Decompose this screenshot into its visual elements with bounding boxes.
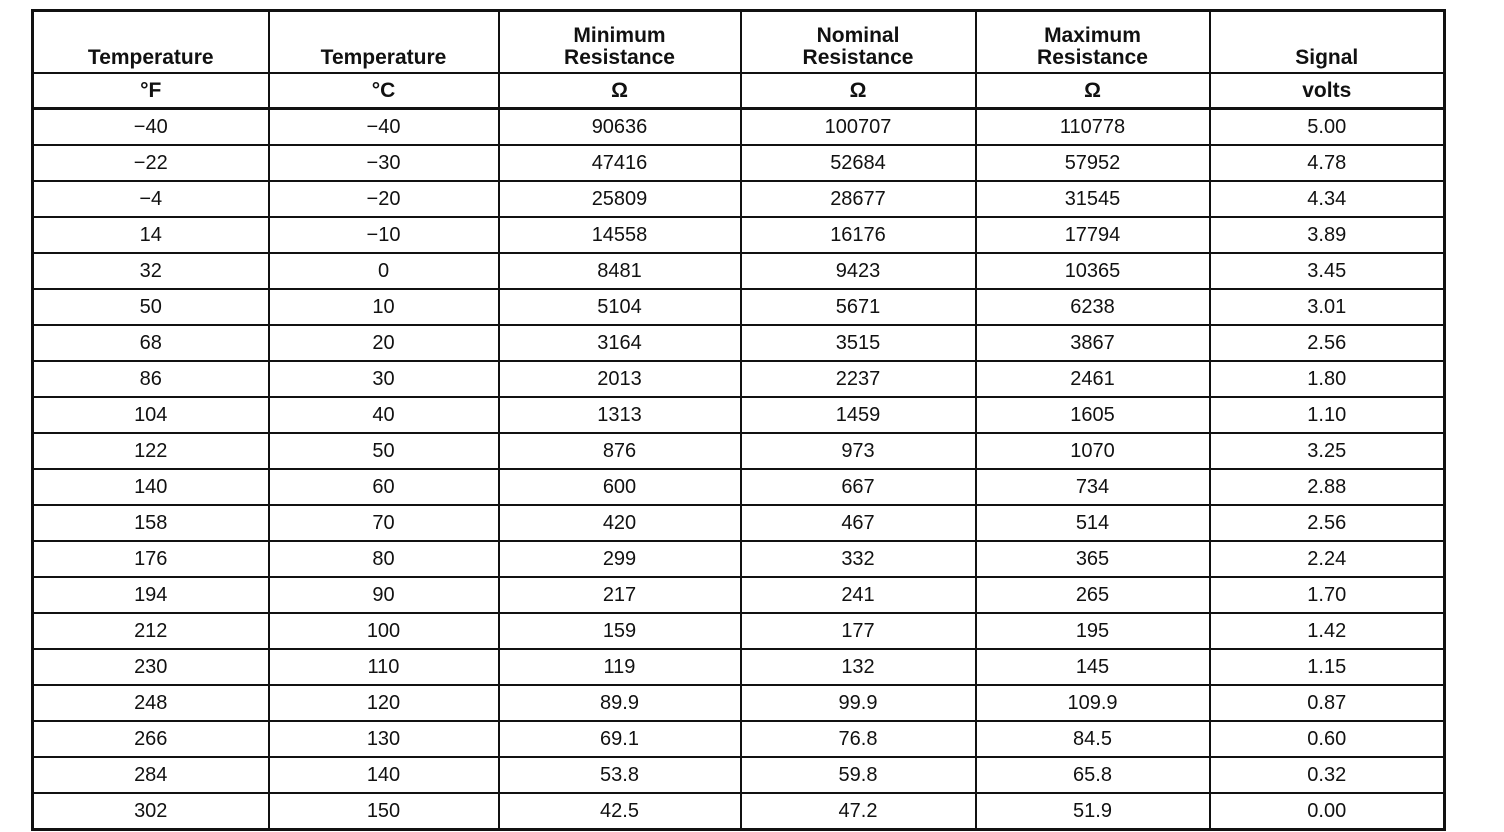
cell-min-resistance: 217 xyxy=(499,577,741,613)
cell-min-resistance: 25809 xyxy=(499,181,741,217)
cell-nominal-resistance: 467 xyxy=(741,505,976,541)
cell-signal-volts: 1.42 xyxy=(1210,613,1445,649)
table-row xyxy=(33,145,1445,181)
cell-signal-volts: 1.70 xyxy=(1210,577,1445,613)
header-nominal-resistance xyxy=(741,11,976,74)
cell-temp-f: 284 xyxy=(33,757,269,793)
cell-nominal-resistance: 76.8 xyxy=(741,721,976,757)
cell-signal-volts: 4.78 xyxy=(1210,145,1445,181)
cell-min-resistance: 420 xyxy=(499,505,741,541)
cell-max-resistance: 734 xyxy=(976,469,1210,505)
cell-temp-f: 68 xyxy=(33,325,269,361)
cell-signal-volts: 3.89 xyxy=(1210,217,1445,253)
cell-temp-f: 50 xyxy=(33,289,269,325)
cell-temp-f: 14 xyxy=(33,217,269,253)
cell-temp-c: 30 xyxy=(269,361,499,397)
header-row xyxy=(33,11,1445,74)
cell-nominal-resistance: 667 xyxy=(741,469,976,505)
table-row xyxy=(33,253,1445,289)
cell-min-resistance: 14558 xyxy=(499,217,741,253)
cell-min-resistance: 1313 xyxy=(499,397,741,433)
unit-celsius: °C xyxy=(269,73,499,109)
table-body xyxy=(33,109,1445,830)
cell-temp-f: 122 xyxy=(33,433,269,469)
header-label: Signal xyxy=(1295,46,1359,69)
cell-max-resistance: 2461 xyxy=(976,361,1210,397)
cell-nominal-resistance: 28677 xyxy=(741,181,976,217)
header-signal xyxy=(1210,11,1445,74)
cell-max-resistance: 31545 xyxy=(976,181,1210,217)
cell-min-resistance: 69.1 xyxy=(499,721,741,757)
cell-max-resistance: 109.9 xyxy=(976,685,1210,721)
cell-nominal-resistance: 241 xyxy=(741,577,976,613)
cell-temp-c: 120 xyxy=(269,685,499,721)
cell-temp-c: 110 xyxy=(269,649,499,685)
cell-temp-f: 140 xyxy=(33,469,269,505)
cell-signal-volts: 1.15 xyxy=(1210,649,1445,685)
cell-min-resistance: 42.5 xyxy=(499,793,741,830)
cell-temp-c: 50 xyxy=(269,433,499,469)
cell-max-resistance: 1605 xyxy=(976,397,1210,433)
cell-temp-c: −30 xyxy=(269,145,499,181)
cell-nominal-resistance: 16176 xyxy=(741,217,976,253)
cell-temp-c: 100 xyxy=(269,613,499,649)
cell-temp-f: 104 xyxy=(33,397,269,433)
unit-row xyxy=(33,73,1445,109)
cell-nominal-resistance: 59.8 xyxy=(741,757,976,793)
header-label: Nominal xyxy=(816,24,900,47)
cell-temp-f: 212 xyxy=(33,613,269,649)
cell-nominal-resistance: 99.9 xyxy=(741,685,976,721)
header-label: Minimum xyxy=(573,24,666,47)
cell-min-resistance: 119 xyxy=(499,649,741,685)
cell-max-resistance: 1070 xyxy=(976,433,1210,469)
cell-signal-volts: 2.56 xyxy=(1210,325,1445,361)
cell-min-resistance: 600 xyxy=(499,469,741,505)
cell-nominal-resistance: 177 xyxy=(741,613,976,649)
cell-min-resistance: 5104 xyxy=(499,289,741,325)
cell-signal-volts: 2.24 xyxy=(1210,541,1445,577)
cell-temp-f: −4 xyxy=(33,181,269,217)
cell-max-resistance: 65.8 xyxy=(976,757,1210,793)
cell-signal-volts: 5.00 xyxy=(1210,109,1445,146)
cell-min-resistance: 2013 xyxy=(499,361,741,397)
table-row xyxy=(33,397,1445,433)
cell-signal-volts: 0.87 xyxy=(1210,685,1445,721)
unit-ohm-min: Ω xyxy=(499,73,741,109)
table-head xyxy=(33,11,1445,109)
cell-temp-c: −10 xyxy=(269,217,499,253)
cell-temp-c: −20 xyxy=(269,181,499,217)
cell-temp-f: 266 xyxy=(33,721,269,757)
cell-min-resistance: 89.9 xyxy=(499,685,741,721)
cell-min-resistance: 299 xyxy=(499,541,741,577)
cell-nominal-resistance: 2237 xyxy=(741,361,976,397)
cell-nominal-resistance: 132 xyxy=(741,649,976,685)
cell-signal-volts: 2.56 xyxy=(1210,505,1445,541)
cell-temp-f: 248 xyxy=(33,685,269,721)
table-row xyxy=(33,685,1445,721)
cell-min-resistance: 3164 xyxy=(499,325,741,361)
table-row xyxy=(33,433,1445,469)
header-label: Temperature xyxy=(87,46,214,69)
cell-max-resistance: 365 xyxy=(976,541,1210,577)
cell-temp-f: −22 xyxy=(33,145,269,181)
cell-signal-volts: 3.01 xyxy=(1210,289,1445,325)
cell-signal-volts: 1.10 xyxy=(1210,397,1445,433)
cell-nominal-resistance: 5671 xyxy=(741,289,976,325)
unit-ohm-nominal: Ω xyxy=(741,73,976,109)
table-row xyxy=(33,613,1445,649)
cell-max-resistance: 514 xyxy=(976,505,1210,541)
table-row xyxy=(33,649,1445,685)
cell-max-resistance: 10365 xyxy=(976,253,1210,289)
cell-nominal-resistance: 47.2 xyxy=(741,793,976,830)
cell-signal-volts: 0.60 xyxy=(1210,721,1445,757)
cell-temp-c: −40 xyxy=(269,109,499,146)
cell-signal-volts: 4.34 xyxy=(1210,181,1445,217)
cell-max-resistance: 265 xyxy=(976,577,1210,613)
cell-max-resistance: 195 xyxy=(976,613,1210,649)
header-temperature-c xyxy=(269,11,499,74)
header-label: Resistance xyxy=(564,46,675,69)
cell-temp-c: 140 xyxy=(269,757,499,793)
table-row xyxy=(33,361,1445,397)
table-row xyxy=(33,757,1445,793)
header-label: Temperature xyxy=(320,46,447,69)
cell-temp-c: 20 xyxy=(269,325,499,361)
table-row xyxy=(33,793,1445,830)
cell-nominal-resistance: 52684 xyxy=(741,145,976,181)
cell-nominal-resistance: 973 xyxy=(741,433,976,469)
header-temperature-f xyxy=(33,11,269,74)
unit-ohm-max: Ω xyxy=(976,73,1210,109)
cell-signal-volts: 0.32 xyxy=(1210,757,1445,793)
unit-fahrenheit: °F xyxy=(33,73,269,109)
cell-signal-volts: 3.45 xyxy=(1210,253,1445,289)
table-row xyxy=(33,109,1445,146)
cell-max-resistance: 6238 xyxy=(976,289,1210,325)
header-maximum-resistance xyxy=(976,11,1210,74)
cell-min-resistance: 90636 xyxy=(499,109,741,146)
sensor-resistance-table-container xyxy=(31,9,1443,822)
cell-min-resistance: 53.8 xyxy=(499,757,741,793)
cell-nominal-resistance: 1459 xyxy=(741,397,976,433)
cell-max-resistance: 51.9 xyxy=(976,793,1210,830)
unit-volts: volts xyxy=(1210,73,1445,109)
table-row xyxy=(33,325,1445,361)
cell-nominal-resistance: 9423 xyxy=(741,253,976,289)
cell-temp-c: 0 xyxy=(269,253,499,289)
cell-temp-f: 194 xyxy=(33,577,269,613)
cell-signal-volts: 2.88 xyxy=(1210,469,1445,505)
cell-temp-c: 60 xyxy=(269,469,499,505)
cell-temp-c: 40 xyxy=(269,397,499,433)
cell-signal-volts: 3.25 xyxy=(1210,433,1445,469)
cell-max-resistance: 3867 xyxy=(976,325,1210,361)
header-minimum-resistance xyxy=(499,11,741,74)
cell-temp-c: 130 xyxy=(269,721,499,757)
cell-temp-c: 150 xyxy=(269,793,499,830)
header-label: Resistance xyxy=(802,46,914,69)
table-row xyxy=(33,469,1445,505)
cell-temp-f: 32 xyxy=(33,253,269,289)
table-row xyxy=(33,721,1445,757)
sensor-resistance-table xyxy=(31,9,1446,831)
cell-min-resistance: 8481 xyxy=(499,253,741,289)
cell-temp-f: 86 xyxy=(33,361,269,397)
cell-temp-c: 90 xyxy=(269,577,499,613)
cell-signal-volts: 1.80 xyxy=(1210,361,1445,397)
cell-max-resistance: 84.5 xyxy=(976,721,1210,757)
cell-temp-f: 302 xyxy=(33,793,269,830)
cell-nominal-resistance: 3515 xyxy=(741,325,976,361)
cell-max-resistance: 17794 xyxy=(976,217,1210,253)
cell-nominal-resistance: 100707 xyxy=(741,109,976,146)
table-row xyxy=(33,181,1445,217)
cell-temp-f: 158 xyxy=(33,505,269,541)
table-row xyxy=(33,289,1445,325)
table-row xyxy=(33,541,1445,577)
table-row xyxy=(33,505,1445,541)
cell-min-resistance: 159 xyxy=(499,613,741,649)
cell-max-resistance: 110778 xyxy=(976,109,1210,146)
cell-max-resistance: 57952 xyxy=(976,145,1210,181)
cell-min-resistance: 47416 xyxy=(499,145,741,181)
header-label: Resistance xyxy=(1037,46,1148,69)
cell-signal-volts: 0.00 xyxy=(1210,793,1445,830)
cell-temp-c: 10 xyxy=(269,289,499,325)
cell-temp-f: −40 xyxy=(33,109,269,146)
cell-temp-f: 176 xyxy=(33,541,269,577)
header-label: Maximum xyxy=(1044,24,1141,47)
cell-min-resistance: 876 xyxy=(499,433,741,469)
cell-nominal-resistance: 332 xyxy=(741,541,976,577)
cell-temp-c: 70 xyxy=(269,505,499,541)
table-row xyxy=(33,217,1445,253)
cell-temp-c: 80 xyxy=(269,541,499,577)
table-row xyxy=(33,577,1445,613)
cell-temp-f: 230 xyxy=(33,649,269,685)
cell-max-resistance: 145 xyxy=(976,649,1210,685)
